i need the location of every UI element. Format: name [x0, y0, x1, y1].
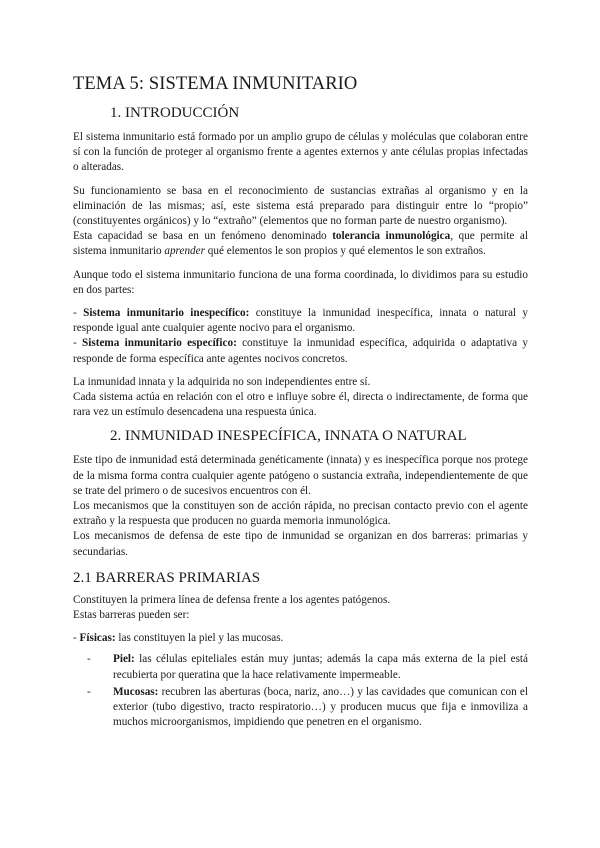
- fisicas-prefix: -: [73, 632, 80, 645]
- sec2-paragraph-2: Los mecanismos que la constituyen son de acción rápida, no precisan contacto previo con el agente extraño y la respuesta que producen no guarda memoria inmunológica.: [73, 500, 528, 528]
- item1-text: constituye la inmunidad inespecífica, innata o natural y responde igual ante cualquier agente nocivo para el organismo.: [73, 307, 528, 335]
- fisicas-term: Físicas:: [79, 632, 116, 645]
- mucosas-term: Mucosas:: [113, 685, 159, 698]
- intro-paragraph-2: Su funcionamiento se basa en el reconocimiento de sustancias extrañas al organismo y en la eliminación de las mismas; así, este sistema está preparado para distinguir entre lo “propio” (constituyentes orgánicos) y lo “extraño” (elementos que no forman parte de nuestro organismo).: [73, 184, 528, 228]
- item1-term: Sistema inmunitario inespecífico:: [83, 307, 250, 320]
- aprender-term: aprender: [164, 245, 205, 258]
- mucosas-text: recubren las aberturas (boca, nariz, ano…) y las cavidades que comunican con el exterior (tubo digestivo, tracto respiratorio…) y producen mucus que fija e inmoviliza a muchos microorganismos, impidiendo que penetren en el organismo.: [113, 685, 528, 729]
- document-title: TEMA 5: SISTEMA INMUNITARIO: [73, 74, 358, 94]
- intro-paragraph-6: Cada sistema actúa en relación con el otro e influye sobre él, directa o indirectamente, de forma que rara vez un estímulo desencadena una respuesta única.: [73, 391, 528, 419]
- intro-paragraph-3: [73, 229, 528, 259]
- item1-prefix: -: [73, 307, 84, 320]
- p3-text-a: Esta capacidad se basa en un fenómeno denominado: [73, 230, 333, 243]
- tolerancia-term: tolerancia inmunológica: [332, 230, 451, 243]
- item-inespecifico: [73, 306, 528, 336]
- intro-paragraph-4: Aunque todo el sistema inmunitario funciona de una forma coordinada, lo dividimos para su estudio en dos partes:: [73, 268, 528, 296]
- sec2-paragraph-1: Este tipo de inmunidad está determinada genéticamente (innata) y es inespecífica porque nos protege de la misma forma contra cualquier agente patógeno o sustancia extraña, independientemente de que se trate del primero o de sucesivos encuentros con él.: [73, 454, 528, 497]
- item2-prefix: -: [73, 337, 83, 350]
- list-item-piel: [73, 652, 528, 682]
- intro-paragraph-1: El sistema inmunitario está formado por un amplio grupo de células y moléculas que colaboran entre sí con la función de proteger al organismo frente a agentes externos y ante células propias infectadas o alteradas.: [73, 131, 528, 174]
- piel-text: las células epiteliales están muy juntas; además la capa más externa de la piel está recubierta por queratina que la hace relativamente impermeable.: [113, 653, 528, 681]
- barreras-fisicas-list: [73, 652, 528, 730]
- p3-text-b: , que permite al sistema inmunitario: [73, 230, 528, 258]
- heading-introduccion: 1. INTRODUCCIÓN: [110, 105, 240, 121]
- intro-paragraph-5: La inmunidad innata y la adquirida no son independientes entre sí.: [73, 375, 371, 388]
- bullet-dash: -: [87, 653, 91, 666]
- fisicas-item: [73, 631, 528, 646]
- heading-barreras-primarias: 2.1 BARRERAS PRIMARIAS: [73, 569, 261, 586]
- item2-text: constituye la inmunidad específica, adquirida o adaptativa y responde de forma específica ante agentes nocivos concretos.: [73, 337, 528, 365]
- heading-inmunidad-inespecifica: 2. INMUNIDAD INESPECÍFICA, INNATA O NATURAL: [110, 428, 467, 445]
- list-item-mucosas: [73, 685, 528, 731]
- item-especifico: [73, 336, 528, 366]
- item2-term: Sistema inmunitario específico:: [82, 337, 237, 350]
- sec21-paragraph-2: Estas barreras pueden ser:: [73, 609, 190, 622]
- p3-text-c: qué elementos le son propios y qué elementos le son extraños.: [204, 245, 486, 258]
- sec21-paragraph-1: Constituyen la primera línea de defensa frente a los agentes patógenos.: [73, 593, 391, 606]
- sec2-paragraph-3: Los mecanismos de defensa de este tipo de inmunidad se organizan en dos barreras: primarias y secundarias.: [73, 530, 528, 558]
- piel-term: Piel:: [113, 653, 135, 666]
- bullet-dash: -: [87, 685, 91, 698]
- fisicas-text: las constituyen la piel y las mucosas.: [115, 632, 284, 645]
